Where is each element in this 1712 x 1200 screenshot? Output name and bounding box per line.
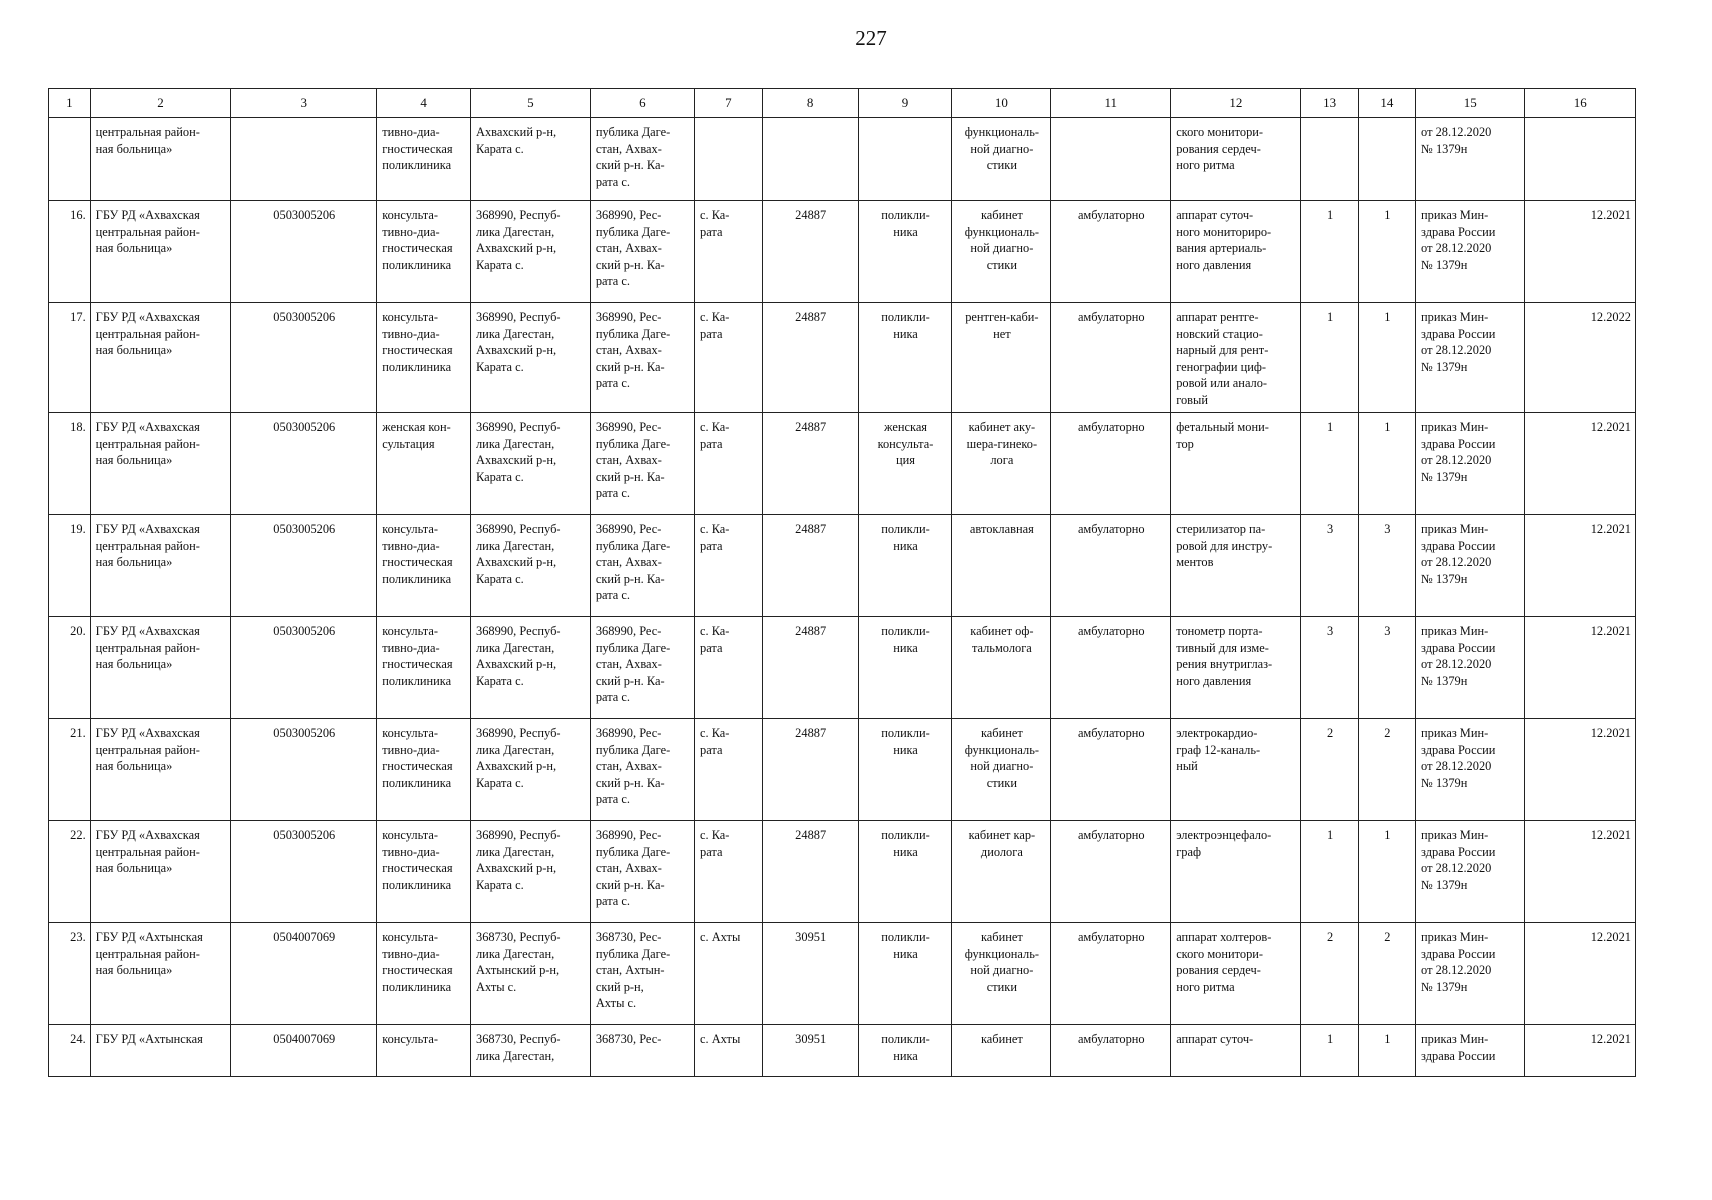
population [762, 118, 858, 201]
equipment-name: аппарат холтеров- ского монитори- рования сердеч- ного ритма [1171, 923, 1301, 1025]
regulation-reference: от 28.12.2020 № 1379н [1416, 118, 1525, 201]
table-row [49, 303, 1636, 413]
actual-address: 368990, Рес- публика Даге- стан, Ахвах- ский р-н. Ка- рата с. [590, 413, 694, 515]
actual-address: 368990, Рес- публика Даге- стан, Ахвах- ский р-н. Ка- рата с. [590, 821, 694, 923]
organization-code: 0503005206 [231, 617, 377, 719]
population: 24887 [762, 303, 858, 413]
equipment-name: аппарат рентге- новский стацио- нарный для рент- генографии циф- ровой или анало- говый [1171, 303, 1301, 413]
room-name: кабинет функциональ- ной диагно- стики [952, 923, 1051, 1025]
planned-quantity: 2 [1358, 923, 1415, 1025]
required-quantity [1301, 118, 1358, 201]
organization-code: 0503005206 [231, 515, 377, 617]
table-row [49, 719, 1636, 821]
equipment-name: аппарат суточ- [1171, 1025, 1301, 1077]
care-type: амбулаторно [1051, 821, 1171, 923]
column-number: 4 [377, 89, 471, 118]
column-number: 7 [695, 89, 763, 118]
column-number: 5 [471, 89, 591, 118]
column-number: 12 [1171, 89, 1301, 118]
equipment-name: электрокардио- граф 12-каналь- ный [1171, 719, 1301, 821]
delivery-date: 12.2021 [1525, 719, 1636, 821]
regulation-reference: приказ Мин- здрава России от 28.12.2020 № 1379н [1416, 413, 1525, 515]
actual-address: 368730, Рес- публика Даге- стан, Ахтын- ский р-н, Ахты с. [590, 923, 694, 1025]
row-number: 22. [49, 821, 91, 923]
delivery-date: 12.2021 [1525, 617, 1636, 719]
equipment-name: фетальный мони- тор [1171, 413, 1301, 515]
care-type: амбулаторно [1051, 201, 1171, 303]
column-number: 13 [1301, 89, 1358, 118]
room-name: кабинет функциональ- ной диагно- стики [952, 201, 1051, 303]
delivery-date: 12.2021 [1525, 923, 1636, 1025]
legal-address: 368990, Респуб- лика Дагестан, Ахвахский р-н, Карата с. [471, 821, 591, 923]
column-number: 9 [858, 89, 952, 118]
table-row [49, 1025, 1636, 1077]
room-name: рентген-каби- нет [952, 303, 1051, 413]
care-type: амбулаторно [1051, 515, 1171, 617]
delivery-date: 12.2021 [1525, 413, 1636, 515]
settlement: с. Ахты [695, 923, 763, 1025]
regulation-reference: приказ Мин- здрава России от 28.12.2020 № 1379н [1416, 821, 1525, 923]
planned-quantity: 1 [1358, 201, 1415, 303]
unit-type: консульта- [377, 1025, 471, 1077]
actual-address: 368990, Рес- публика Даге- стан, Ахвах- ский р-н. Ка- рата с. [590, 201, 694, 303]
population: 24887 [762, 201, 858, 303]
row-number: 23. [49, 923, 91, 1025]
unit-type: консульта- тивно-диа- гностическая поликлиника [377, 201, 471, 303]
required-quantity: 3 [1301, 515, 1358, 617]
planned-quantity: 1 [1358, 303, 1415, 413]
settlement: с. Ка- рата [695, 719, 763, 821]
table-row [49, 617, 1636, 719]
column-number: 1 [49, 89, 91, 118]
population: 24887 [762, 719, 858, 821]
organization-code: 0503005206 [231, 303, 377, 413]
required-quantity: 2 [1301, 923, 1358, 1025]
required-quantity: 1 [1301, 201, 1358, 303]
settlement [695, 118, 763, 201]
organization-name: ГБУ РД «Ахвахская центральная район- ная больница» [90, 719, 231, 821]
row-number: 19. [49, 515, 91, 617]
legal-address: 368990, Респуб- лика Дагестан, Ахвахский р-н, Карата с. [471, 413, 591, 515]
legal-address: 368990, Респуб- лика Дагестан, Ахвахский р-н, Карата с. [471, 719, 591, 821]
table-row [49, 923, 1636, 1025]
organization-name: ГБУ РД «Ахвахская центральная район- ная больница» [90, 201, 231, 303]
planned-quantity: 1 [1358, 413, 1415, 515]
unit-type: консульта- тивно-диа- гностическая поликлиника [377, 821, 471, 923]
delivery-date: 12.2022 [1525, 303, 1636, 413]
organization-name: ГБУ РД «Ахтынская центральная район- ная больница» [90, 923, 231, 1025]
unit-type: консульта- тивно-диа- гностическая поликлиника [377, 515, 471, 617]
population: 24887 [762, 413, 858, 515]
organization-name: ГБУ РД «Ахвахская центральная район- ная больница» [90, 821, 231, 923]
row-number: 21. [49, 719, 91, 821]
organization-code: 0503005206 [231, 201, 377, 303]
table-row [49, 413, 1636, 515]
row-number: 20. [49, 617, 91, 719]
equipment-name: стерилизатор па- ровой для инстру- ментов [1171, 515, 1301, 617]
column-number: 10 [952, 89, 1051, 118]
settlement: с. Ахты [695, 1025, 763, 1077]
delivery-date: 12.2021 [1525, 821, 1636, 923]
care-type: амбулаторно [1051, 719, 1171, 821]
table-row [49, 821, 1636, 923]
equipment-name: ского монитори- рования сердеч- ного ритма [1171, 118, 1301, 201]
required-quantity: 1 [1301, 413, 1358, 515]
unit-profile: поликли- ника [858, 617, 952, 719]
care-type: амбулаторно [1051, 617, 1171, 719]
unit-profile: поликли- ника [858, 923, 952, 1025]
room-name: кабинет оф- тальмолога [952, 617, 1051, 719]
unit-type: консульта- тивно-диа- гностическая поликлиника [377, 719, 471, 821]
organization-code: 0503005206 [231, 413, 377, 515]
table-row [49, 201, 1636, 303]
regulation-reference: приказ Мин- здрава России от 28.12.2020 № 1379н [1416, 303, 1525, 413]
organization-name: ГБУ РД «Ахвахская центральная район- ная больница» [90, 617, 231, 719]
column-number: 8 [762, 89, 858, 118]
unit-type: тивно-диа- гностическая поликлиника [377, 118, 471, 201]
row-number: 18. [49, 413, 91, 515]
organization-name: ГБУ РД «Ахтынская [90, 1025, 231, 1077]
legal-address: Ахвахский р-н, Карата с. [471, 118, 591, 201]
row-number [49, 118, 91, 201]
care-type [1051, 118, 1171, 201]
unit-profile: женская консульта- ция [858, 413, 952, 515]
organization-code: 0504007069 [231, 1025, 377, 1077]
care-type: амбулаторно [1051, 923, 1171, 1025]
population: 24887 [762, 821, 858, 923]
unit-type: женская кон- сультация [377, 413, 471, 515]
planned-quantity: 3 [1358, 515, 1415, 617]
regulation-reference: приказ Мин- здрава России от 28.12.2020 № 1379н [1416, 515, 1525, 617]
planned-quantity: 1 [1358, 821, 1415, 923]
room-name: кабинет кар- диолога [952, 821, 1051, 923]
unit-profile: поликли- ника [858, 719, 952, 821]
required-quantity: 1 [1301, 821, 1358, 923]
required-quantity: 3 [1301, 617, 1358, 719]
settlement: с. Ка- рата [695, 303, 763, 413]
column-number: 15 [1416, 89, 1525, 118]
column-number: 2 [90, 89, 231, 118]
equipment-table [48, 88, 1636, 1077]
planned-quantity: 3 [1358, 617, 1415, 719]
settlement: с. Ка- рата [695, 413, 763, 515]
unit-type: консульта- тивно-диа- гностическая поликлиника [377, 617, 471, 719]
organization-code: 0504007069 [231, 923, 377, 1025]
column-number: 6 [590, 89, 694, 118]
care-type: амбулаторно [1051, 413, 1171, 515]
legal-address: 368990, Респуб- лика Дагестан, Ахвахский р-н, Карата с. [471, 201, 591, 303]
care-type: амбулаторно [1051, 303, 1171, 413]
organization-name: ГБУ РД «Ахвахская центральная район- ная больница» [90, 515, 231, 617]
column-number-row [49, 89, 1636, 118]
column-number: 14 [1358, 89, 1415, 118]
actual-address: 368730, Рес- [590, 1025, 694, 1077]
column-number: 3 [231, 89, 377, 118]
population: 24887 [762, 617, 858, 719]
required-quantity: 1 [1301, 303, 1358, 413]
planned-quantity: 1 [1358, 1025, 1415, 1077]
unit-profile: поликли- ника [858, 1025, 952, 1077]
page-number: 227 [855, 26, 887, 50]
legal-address: 368730, Респуб- лика Дагестан, Ахтынский р-н, Ахты с. [471, 923, 591, 1025]
unit-profile [858, 118, 952, 201]
delivery-date: 12.2021 [1525, 201, 1636, 303]
room-name: кабинет [952, 1025, 1051, 1077]
unit-profile: поликли- ника [858, 303, 952, 413]
column-number: 11 [1051, 89, 1171, 118]
actual-address: 368990, Рес- публика Даге- стан, Ахвах- ский р-н. Ка- рата с. [590, 303, 694, 413]
legal-address: 368990, Респуб- лика Дагестан, Ахвахский р-н, Карата с. [471, 303, 591, 413]
column-number: 16 [1525, 89, 1636, 118]
organization-name: ГБУ РД «Ахвахская центральная район- ная больница» [90, 413, 231, 515]
settlement: с. Ка- рата [695, 515, 763, 617]
required-quantity: 2 [1301, 719, 1358, 821]
care-type: амбулаторно [1051, 1025, 1171, 1077]
actual-address: публика Даге- стан, Ахвах- ский р-н. Ка- рата с. [590, 118, 694, 201]
row-number: 16. [49, 201, 91, 303]
actual-address: 368990, Рес- публика Даге- стан, Ахвах- ский р-н. Ка- рата с. [590, 617, 694, 719]
room-name: кабинет аку- шера-гинеко- лога [952, 413, 1051, 515]
unit-type: консульта- тивно-диа- гностическая поликлиника [377, 923, 471, 1025]
delivery-date: 12.2021 [1525, 1025, 1636, 1077]
row-number: 24. [49, 1025, 91, 1077]
legal-address: 368990, Респуб- лика Дагестан, Ахвахский р-н, Карата с. [471, 515, 591, 617]
settlement: с. Ка- рата [695, 201, 763, 303]
organization-name: ГБУ РД «Ахвахская центральная район- ная больница» [90, 303, 231, 413]
regulation-reference: приказ Мин- здрава России от 28.12.2020 № 1379н [1416, 617, 1525, 719]
regulation-reference: приказ Мин- здрава России от 28.12.2020 № 1379н [1416, 923, 1525, 1025]
regulation-reference: приказ Мин- здрава России [1416, 1025, 1525, 1077]
organization-name: центральная район- ная больница» [90, 118, 231, 201]
planned-quantity [1358, 118, 1415, 201]
required-quantity: 1 [1301, 1025, 1358, 1077]
room-name: функциональ- ной диагно- стики [952, 118, 1051, 201]
delivery-date [1525, 118, 1636, 201]
settlement: с. Ка- рата [695, 617, 763, 719]
planned-quantity: 2 [1358, 719, 1415, 821]
unit-type: консульта- тивно-диа- гностическая поликлиника [377, 303, 471, 413]
row-number: 17. [49, 303, 91, 413]
actual-address: 368990, Рес- публика Даге- стан, Ахвах- ский р-н. Ка- рата с. [590, 719, 694, 821]
legal-address: 368730, Респуб- лика Дагестан, [471, 1025, 591, 1077]
unit-profile: поликли- ника [858, 821, 952, 923]
room-name: кабинет функциональ- ной диагно- стики [952, 719, 1051, 821]
room-name: автоклавная [952, 515, 1051, 617]
organization-code: 0503005206 [231, 821, 377, 923]
settlement: с. Ка- рата [695, 821, 763, 923]
table-row [49, 118, 1636, 201]
regulation-reference: приказ Мин- здрава России от 28.12.2020 № 1379н [1416, 719, 1525, 821]
population: 30951 [762, 1025, 858, 1077]
population: 24887 [762, 515, 858, 617]
legal-address: 368990, Респуб- лика Дагестан, Ахвахский р-н, Карата с. [471, 617, 591, 719]
equipment-name: тонометр порта- тивный для изме- рения внутриглаз- ного давления [1171, 617, 1301, 719]
unit-profile: поликли- ника [858, 201, 952, 303]
unit-profile: поликли- ника [858, 515, 952, 617]
table-row [49, 515, 1636, 617]
population: 30951 [762, 923, 858, 1025]
organization-code: 0503005206 [231, 719, 377, 821]
actual-address: 368990, Рес- публика Даге- стан, Ахвах- ский р-н. Ка- рата с. [590, 515, 694, 617]
equipment-name: аппарат суточ- ного мониториро- вания артериаль- ного давления [1171, 201, 1301, 303]
equipment-name: электроэнцефало- граф [1171, 821, 1301, 923]
delivery-date: 12.2021 [1525, 515, 1636, 617]
organization-code [231, 118, 377, 201]
regulation-reference: приказ Мин- здрава России от 28.12.2020 № 1379н [1416, 201, 1525, 303]
